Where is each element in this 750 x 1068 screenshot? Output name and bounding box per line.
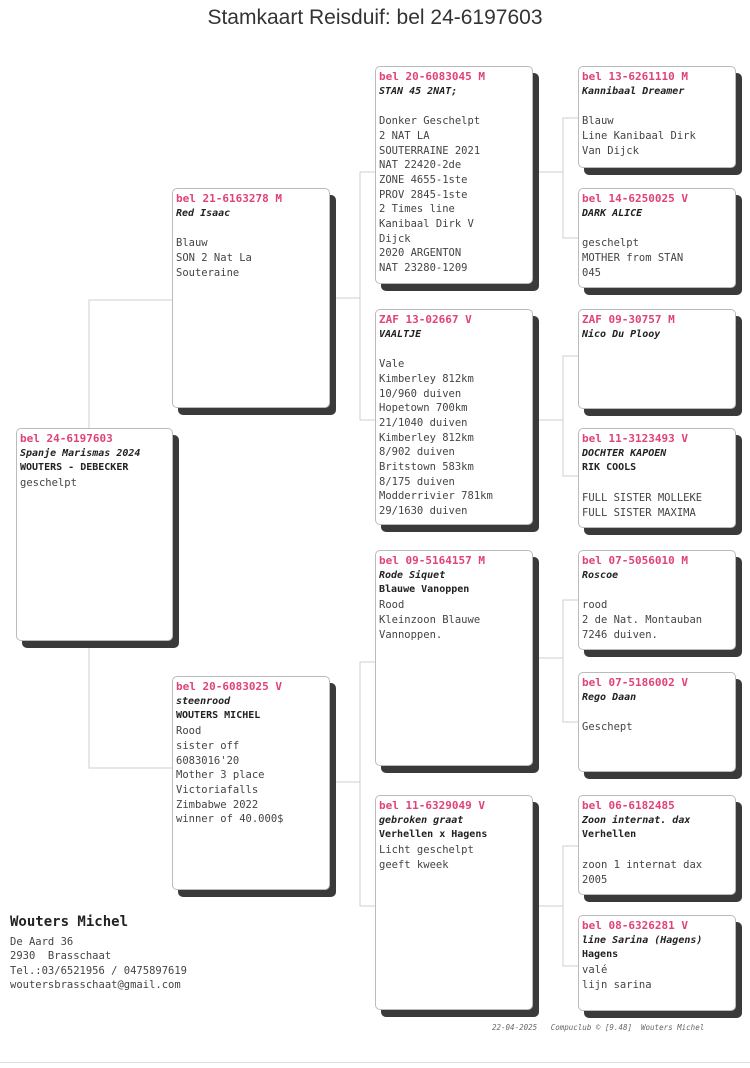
pigeon-name: Nico Du Plooy xyxy=(582,328,661,340)
note-line: rood xyxy=(582,599,608,612)
note-line: Rood xyxy=(176,725,202,738)
note-line: Souteraine xyxy=(176,266,240,279)
note-line: zoon 1 internat dax xyxy=(582,858,703,871)
connector-ds-dss xyxy=(533,600,578,658)
connector-dam-dd xyxy=(360,782,375,906)
ring-number: bel 07-5056010 M xyxy=(582,554,688,567)
note-line: 8/175 duiven xyxy=(379,475,455,488)
note-line: 2020 ARGENTON xyxy=(379,247,462,260)
pedigree-card-dam-dam[interactable] xyxy=(375,795,533,1010)
pigeon-name: STAN 45 2NAT; xyxy=(379,85,458,97)
pigeon-name: VAALTJE xyxy=(379,328,422,340)
breeder-phone: Tel.:03/6521956 / 0475897619 xyxy=(10,964,188,977)
pigeon-owner: RIK COOLS xyxy=(582,462,637,474)
pigeon-name: DOCHTER KAPOEN xyxy=(582,447,667,459)
connector-ss-sss xyxy=(533,118,578,172)
pigeon-name: DARK ALICE xyxy=(582,207,643,219)
ring-number: bel 11-6329049 V xyxy=(379,799,485,812)
pigeon-name: Red Isaac xyxy=(176,207,231,219)
note-line: Rood xyxy=(379,599,405,612)
ring-number: bel 06-6182485 xyxy=(582,799,675,812)
note-line: geeft kweek xyxy=(379,858,449,871)
pigeon-owner: Blauwe Vanoppen xyxy=(379,584,470,596)
note-line: lijn sarina xyxy=(582,978,652,991)
blank-line xyxy=(582,705,735,720)
note-line: MOTHER from STAN xyxy=(582,251,684,264)
note-line: FULL SISTER MAXIMA xyxy=(582,506,696,519)
pigeon-name: gebroken graat xyxy=(379,814,464,826)
note-line: 2 NAT LA xyxy=(379,129,430,142)
ring-number: bel 09-5164157 M xyxy=(379,554,485,567)
note-line: NAT 23280-1209 xyxy=(379,262,468,275)
note-line: Modderrivier 781km xyxy=(379,490,493,503)
connector-sire-sd xyxy=(360,298,375,420)
note-line: PROV 2845-1ste xyxy=(379,188,468,201)
note-line: Kimberley 812km xyxy=(379,372,474,385)
note-line: Licht geschelpt xyxy=(379,844,474,857)
note-line: SON 2 Nat La xyxy=(176,251,252,264)
page-title: Stamkaart Reisduif: bel 24-6197603 xyxy=(207,6,543,29)
note-line: Blauw xyxy=(582,115,614,128)
ring-number: bel 20-6083025 V xyxy=(176,680,282,693)
connector-sire-ss xyxy=(330,172,375,298)
pedigree-card-sss[interactable] xyxy=(578,66,736,168)
note-line: 2005 xyxy=(582,873,608,886)
blank-line xyxy=(582,221,735,236)
note-line: Victoriafalls xyxy=(176,783,259,796)
note-line: Donker Geschelpt xyxy=(379,115,481,128)
note-line: 2 Times line xyxy=(379,203,455,216)
pedigree-card-dam-sire[interactable] xyxy=(375,550,533,766)
ring-number: bel 20-6083045 M xyxy=(379,70,485,83)
note-line: valé xyxy=(582,964,608,977)
breeder-name: Wouters Michel xyxy=(10,914,129,930)
ring-number: ZAF 09-30757 M xyxy=(582,313,675,326)
blank-line xyxy=(582,99,735,114)
connector-dd-ddd xyxy=(563,906,578,966)
breeder-address: De Aard 36 xyxy=(10,935,74,948)
connector-ds-dsd xyxy=(563,658,578,722)
ring-number: bel 08-6326281 V xyxy=(582,919,688,932)
note-line: geschelpt xyxy=(582,237,639,250)
pigeon-name: steenrood xyxy=(176,695,231,707)
note-line: 6083016'20 xyxy=(176,754,240,767)
pedigree-card-ddd[interactable] xyxy=(578,915,736,1011)
pigeon-owner: Verhellen xyxy=(582,829,637,841)
pigeon-name: Roscoe xyxy=(582,569,619,581)
breeder-city: 2930 Brasschaat xyxy=(10,950,112,962)
connector-sd-sdd xyxy=(563,420,578,476)
pedigree-card-dsd[interactable] xyxy=(578,672,736,772)
note-line: Kleinzoon Blauwe xyxy=(379,613,481,626)
note-line: 8/902 duiven xyxy=(379,446,455,459)
ring-number: bel 13-6261110 M xyxy=(582,70,688,83)
note-line: Van Dijck xyxy=(582,144,639,157)
pedigree-card-sire-sire[interactable] xyxy=(375,66,533,284)
note-line: ZONE 4655-1ste xyxy=(379,173,468,186)
note-line: 7246 duiven. xyxy=(582,628,658,641)
note-line: Zimbabwe 2022 xyxy=(176,798,259,811)
note-line: NAT 22420-2de xyxy=(379,159,462,172)
note-line: geschelpt xyxy=(20,477,77,490)
blank-line xyxy=(176,221,329,236)
pigeon-name: Rode Siquet xyxy=(379,569,446,581)
note-line: 2 de Nat. Montauban xyxy=(582,613,703,626)
note-line: Mother 3 place xyxy=(176,769,265,782)
pigeon-name: Kannibaal Dreamer xyxy=(582,85,685,97)
note-line: Geschept xyxy=(582,721,633,734)
note-line: Britstown 583km xyxy=(379,461,474,474)
connector-sd-sds xyxy=(533,356,578,420)
breeder-email: woutersbrasschaat@gmail.com xyxy=(10,979,181,991)
ring-number: bel 21-6163278 M xyxy=(176,192,282,205)
note-line: 21/1040 duiven xyxy=(379,416,468,429)
pedigree-card-sire[interactable] xyxy=(172,188,330,408)
pedigree-card-ssd[interactable] xyxy=(578,188,736,288)
pigeon-owner: WOUTERS - DEBECKER xyxy=(20,462,129,474)
connector-subject-dam xyxy=(89,648,172,768)
pigeon-owner: Hagens xyxy=(582,949,619,961)
pedigree-card-sds[interactable] xyxy=(578,309,736,409)
pedigree-card-sdd[interactable] xyxy=(578,428,736,528)
connector-dd-dds xyxy=(533,846,578,906)
note-line: Vannoppen. xyxy=(379,628,443,641)
connector-dam-ds xyxy=(330,662,375,782)
pedigree-card-dds[interactable] xyxy=(578,795,736,895)
ring-number: bel 24-6197603 xyxy=(20,432,113,445)
pigeon-name: Zoon internat. dax xyxy=(582,814,691,826)
note-line: Line Kanibaal Dirk xyxy=(582,129,696,142)
ring-number: bel 14-6250025 V xyxy=(582,192,688,205)
note-line: Kimberley 812km xyxy=(379,431,474,444)
ring-number: bel 07-5186002 V xyxy=(582,676,688,689)
bottom-divider xyxy=(0,1062,750,1063)
connector-ss-ssd xyxy=(563,172,578,238)
pigeon-owner: WOUTERS MICHEL xyxy=(176,710,261,722)
note-line: SOUTERRAINE 2021 xyxy=(379,144,481,157)
connector-subject-sire xyxy=(89,300,172,428)
ring-number: bel 11-3123493 V xyxy=(582,432,688,445)
blank-line xyxy=(582,843,735,858)
footer-note: 22-04-2025 Compuclub © [9.48] Wouters Michel xyxy=(492,1023,705,1032)
pedigree-card-sire-dam[interactable] xyxy=(375,309,533,525)
note-line: Vale xyxy=(379,358,405,371)
blank-line xyxy=(379,342,532,357)
pigeon-name: Rego Daan xyxy=(582,691,637,703)
note-line: Kanibaal Dirk V xyxy=(379,218,474,231)
pedigree-card-subject[interactable] xyxy=(16,428,173,641)
pigeon-name: Spanje Marismas 2024 xyxy=(20,447,141,459)
note-line: Blauw xyxy=(176,237,208,250)
blank-line xyxy=(582,476,735,491)
breeder-info xyxy=(10,915,187,993)
note-line: winner of 40.000$ xyxy=(176,813,284,826)
pigeon-owner: Verhellen x Hagens xyxy=(379,829,488,841)
blank-line xyxy=(582,583,735,598)
pedigree-card-dam[interactable] xyxy=(172,676,330,890)
pedigree-card-dss[interactable] xyxy=(578,550,736,650)
pigeon-name: line Sarina (Hagens) xyxy=(582,934,703,946)
note-line: sister off xyxy=(176,739,240,752)
note-line: FULL SISTER MOLLEKE xyxy=(582,491,703,504)
note-line: 10/960 duiven xyxy=(379,387,462,400)
blank-line xyxy=(379,99,532,114)
note-line: Hopetown 700km xyxy=(379,402,468,415)
ring-number: ZAF 13-02667 V xyxy=(379,313,472,326)
note-line: 045 xyxy=(582,266,601,279)
note-line: 29/1630 duiven xyxy=(379,505,468,518)
note-line: Dijck xyxy=(379,232,411,245)
